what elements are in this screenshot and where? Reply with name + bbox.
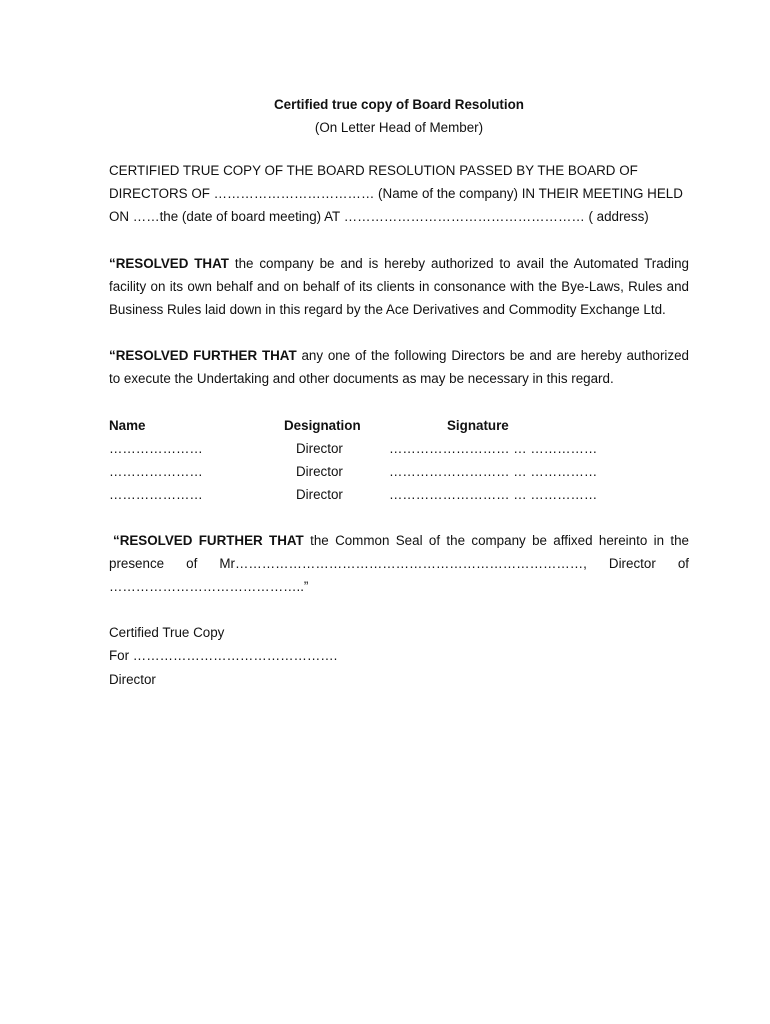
resolution-lead-2: “RESOLVED FURTHER THAT	[109, 348, 297, 364]
resolution-paragraph-2	[109, 344, 689, 390]
resolution-paragraph-3	[109, 529, 689, 575]
resolution-lead-3: “RESOLVED FURTHER THAT	[113, 532, 304, 548]
director-signature-field: ……………………… … ……………	[389, 440, 598, 456]
director-signature-field: ……………………… … ……………	[389, 464, 598, 479]
director-name-field: …………………	[109, 487, 203, 503]
intro-paragraph: CERTIFIED TRUE COPY OF THE BOARD RESOLUTION PASSED BY THE BOARD OF DIRECTORS OF ……………………………… (Name of the company) IN THEIR MEETING HELD ON ……the (date of board meeting) AT ……………………………………………… ( address)	[109, 163, 683, 225]
column-header-name: Name	[109, 417, 146, 433]
resolution-text-2: any one of the following Directors be and are hereby authorized to execute the Undertaking and other documents as may be necessary in this regard.	[109, 348, 689, 387]
resolution-paragraph-1	[109, 252, 689, 322]
resolution-paragraph-3-end: ……………………………………..”	[109, 579, 309, 595]
document-subtitle: (On Letter Head of Member)	[314, 120, 484, 135]
resolution-text-3: the Common Seal of the company be affixed hereinto in the presence of Mr……………………………………………………………………, Director of	[109, 532, 690, 571]
director-name-field: …………………	[109, 464, 203, 479]
director-signature-field: ……………………… … ……………	[389, 487, 598, 503]
resolution-lead-1: “RESOLVED THAT	[109, 255, 229, 271]
director-designation: Director	[296, 440, 343, 456]
column-header-designation: Designation	[284, 417, 361, 433]
certification-block	[109, 621, 689, 691]
director-label: Director	[109, 671, 156, 687]
document-title: Certified true copy of Board Resolution	[274, 97, 524, 112]
directors-table	[109, 414, 689, 506]
director-designation: Director	[296, 487, 343, 503]
director-name-field: …………………	[109, 440, 203, 456]
table-header-row	[109, 414, 689, 437]
table-row	[109, 460, 689, 483]
certified-true-copy-label: Certified True Copy	[109, 625, 225, 641]
director-designation: Director	[296, 464, 343, 479]
resolution-text-1: the company be and is hereby authorized to avail the Automated Trading facility on its own behalf and on behalf of its clients in consonance with the Bye-Laws, Rules and Business Rules laid down in this regard by the Ace Derivatives and Commodity Exchange Ltd.	[109, 255, 689, 318]
table-row	[109, 483, 689, 506]
document-page	[109, 95, 689, 691]
column-header-signature: Signature	[447, 417, 509, 433]
table-row	[109, 437, 689, 460]
for-company-line: For ……………………………………….	[109, 648, 338, 664]
